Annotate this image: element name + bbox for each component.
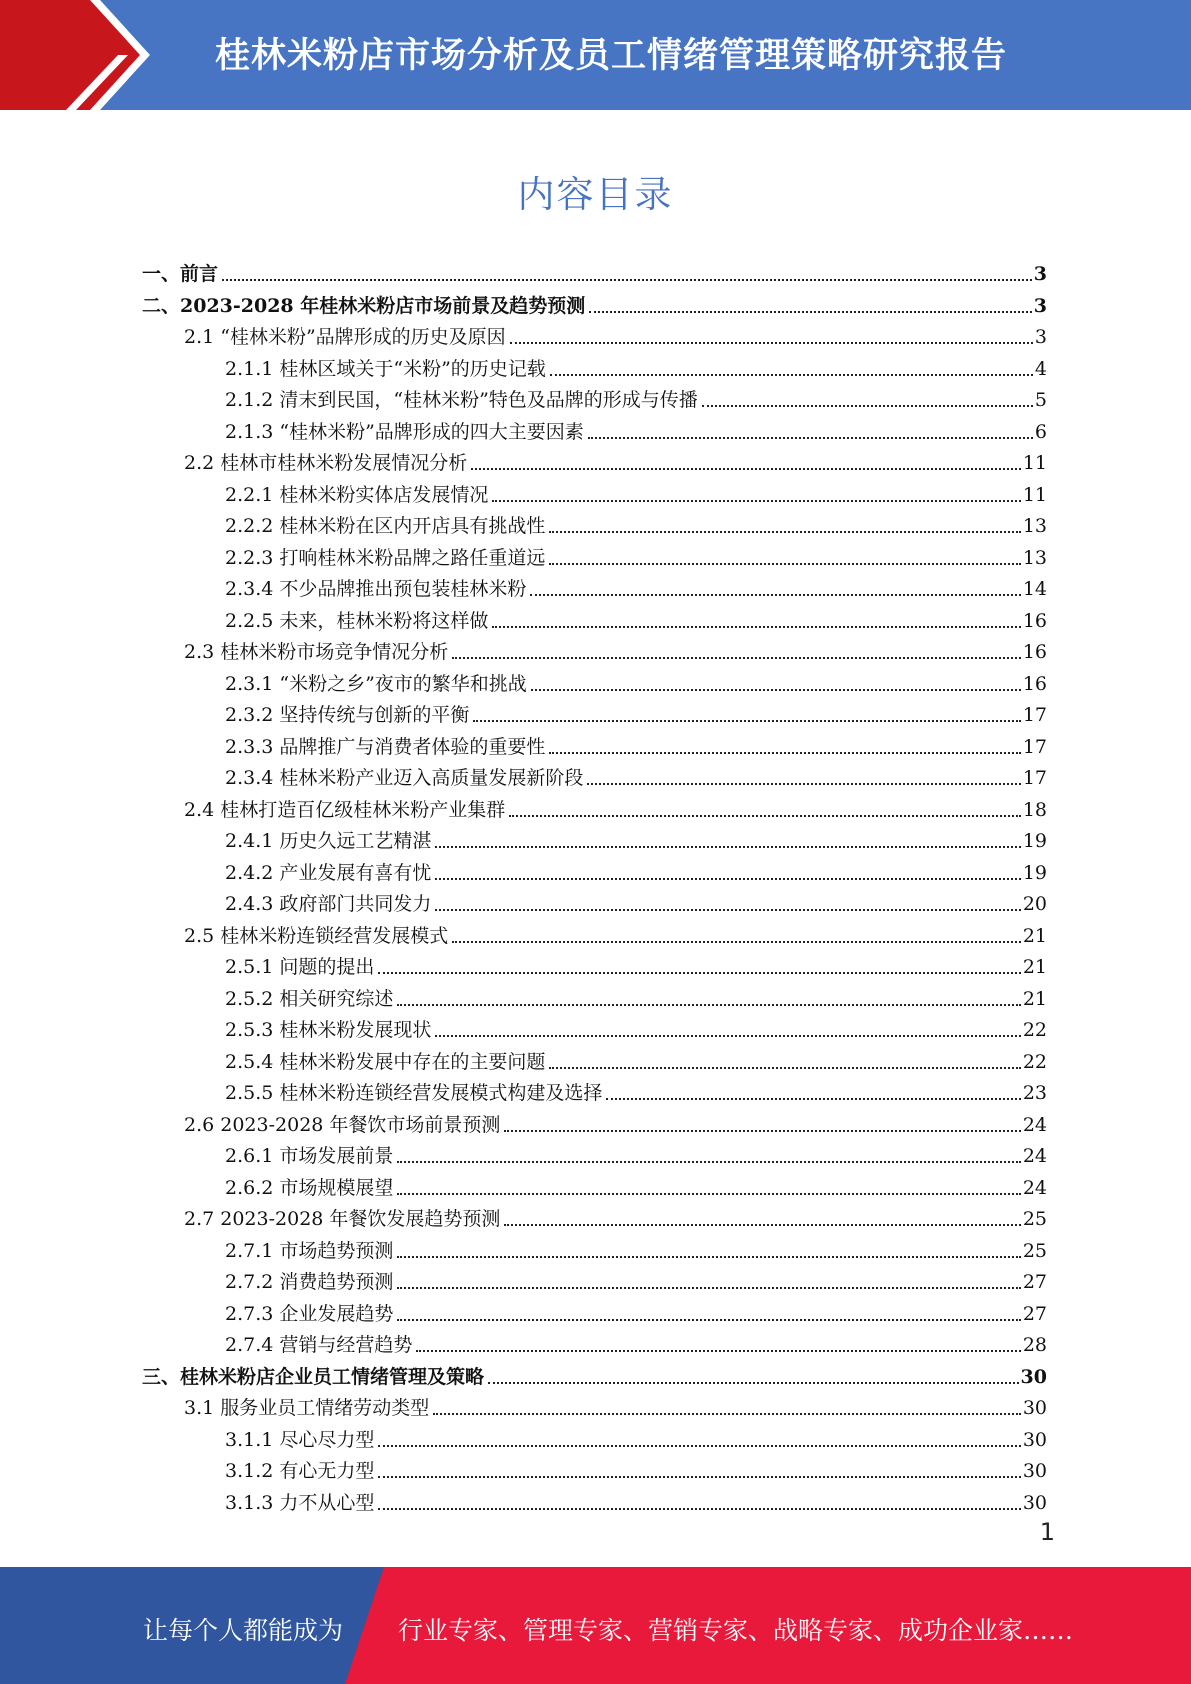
toc-entry[interactable] (225, 1169, 1047, 1200)
toc-entry-label: 3.1.1 尽心尽力型 (225, 1428, 375, 1451)
toc-dot-leader (397, 1161, 1020, 1163)
toc-entry[interactable] (225, 350, 1047, 381)
toc-dot-leader (549, 563, 1020, 565)
toc-entry-page: 20 (1022, 893, 1047, 915)
toc-entry-label: 3.1 服务业员工情绪劳动类型 (184, 1397, 430, 1419)
toc-entry-label: 2.1.2 清末到民国，“桂林米粉”特色及品牌的形成与传播 (225, 389, 698, 411)
toc-entry-label: 2.4 桂林打造百亿级桂林米粉产业集群 (184, 798, 506, 821)
toc-entry-page: 17 (1022, 704, 1047, 726)
toc-dot-leader (549, 1067, 1020, 1069)
toc-entry[interactable] (225, 696, 1047, 727)
toc-dot-leader (588, 437, 1033, 439)
toc-dot-leader (473, 720, 1020, 722)
toc-dot-leader (492, 500, 1020, 502)
toc-entry-page: 21 (1022, 956, 1047, 978)
toc-entry[interactable] (225, 602, 1047, 633)
toc-entry[interactable] (225, 1137, 1047, 1168)
toc-entry-label: 2.4.2 产业发展有喜有忧 (225, 861, 432, 884)
toc-entry-label: 2.2.3 打响桂林米粉品牌之路任重道远 (225, 546, 546, 569)
page-header (0, 0, 1191, 110)
toc-entry-label: 2.3.3 品牌推广与消费者体验的重要性 (225, 735, 546, 758)
toc-entry-label: 二、2023-2028 年桂林米粉店市场前景及趋势预测 (142, 294, 586, 317)
toc-entry-page: 30 (1020, 1365, 1047, 1388)
report-title: 桂林米粉店市场分析及员工情绪管理策略研究报告 (215, 36, 1008, 76)
toc-dot-leader (492, 626, 1020, 628)
toc-entry-label: 2.6.2 市场规模展望 (225, 1176, 394, 1199)
toc-entry[interactable] (184, 633, 1047, 664)
toc-entry-label: 2.3.4 桂林米粉产业迈入高质量发展新阶段 (225, 767, 584, 789)
toc-dot-leader (550, 374, 1033, 376)
toc-entry[interactable] (225, 381, 1047, 412)
toc-entry[interactable] (225, 980, 1047, 1011)
toc-entry[interactable] (225, 1421, 1047, 1452)
toc-entry[interactable] (225, 1043, 1047, 1074)
toc-entry-page: 16 (1022, 609, 1047, 632)
toc-dot-leader (504, 1130, 1020, 1132)
toc-dot-leader (435, 846, 1020, 848)
toc-entry-label: 2.2.1 桂林米粉实体店发展情况 (225, 483, 489, 506)
toc-entry-label: 2.5.5 桂林米粉连锁经营发展模式构建及选择 (225, 1082, 603, 1104)
toc-entry[interactable] (225, 948, 1047, 979)
toc-dot-leader (530, 594, 1020, 596)
toc-entry[interactable] (225, 728, 1047, 759)
toc-entry-label: 2.3.4 不少品牌推出预包装桂林米粉 (225, 578, 527, 600)
toc-entry-page: 22 (1022, 1019, 1047, 1041)
toc-dot-leader (435, 1035, 1020, 1037)
footer-slogan-right: 行业专家、管理专家、营销专家、战略专家、成功企业家…… (398, 1616, 1074, 1645)
toc-entry[interactable] (184, 1106, 1047, 1137)
toc-entry-page: 14 (1022, 578, 1047, 600)
toc-dot-leader (606, 1098, 1020, 1100)
toc-dot-leader (416, 1350, 1020, 1352)
toc-entry[interactable] (225, 570, 1047, 601)
toc-entry-page: 30 (1022, 1491, 1047, 1514)
toc-dot-leader (549, 752, 1020, 754)
toc-dot-leader (452, 657, 1021, 659)
toc-entry-label: 三、桂林米粉店企业员工情绪管理及策略 (142, 1365, 485, 1388)
toc-entry-label: 2.3.1 “米粉之乡”夜市的繁华和挑战 (225, 672, 527, 695)
toc-entry[interactable] (225, 507, 1047, 538)
toc-entry-page: 17 (1022, 735, 1047, 758)
toc-entry-page: 19 (1022, 830, 1047, 852)
toc-entry-page: 11 (1022, 452, 1047, 474)
toc-dot-leader (510, 342, 1033, 344)
toc-entry-page: 27 (1022, 1271, 1047, 1293)
toc-entry[interactable] (225, 885, 1047, 916)
toc-entry-page: 18 (1022, 798, 1047, 821)
toc-entry-page: 3 (1034, 326, 1047, 348)
toc-entry[interactable] (184, 318, 1047, 349)
toc-entry-page: 19 (1022, 861, 1047, 884)
page-number: 1 (1039, 1518, 1055, 1546)
toc-dot-leader (509, 815, 1021, 817)
toc-entry-page: 25 (1022, 1208, 1047, 1230)
header-chevron-decoration (0, 0, 160, 110)
toc-dot-leader (531, 689, 1021, 691)
toc-entry-page: 25 (1022, 1239, 1047, 1262)
toc-entry[interactable] (184, 917, 1047, 948)
toc-entry-label: 2.3 桂林米粉市场竞争情况分析 (184, 641, 449, 663)
toc-entry-label: 2.5.4 桂林米粉发展中存在的主要问题 (225, 1050, 546, 1073)
toc-dot-leader (471, 468, 1021, 470)
toc-entry[interactable] (142, 255, 1047, 286)
toc-entry[interactable] (184, 1200, 1047, 1231)
toc-entry-page: 27 (1022, 1302, 1047, 1325)
toc-entry-page: 30 (1022, 1460, 1047, 1482)
toc-dot-leader (222, 279, 1032, 281)
toc-entry[interactable] (225, 1452, 1047, 1483)
toc-dot-leader (397, 1004, 1020, 1006)
toc-entry-page: 21 (1022, 987, 1047, 1010)
toc-entry-label: 2.7 2023-2028 年餐饮发展趋势预测 (184, 1208, 501, 1230)
toc-entry-page: 4 (1034, 357, 1047, 380)
toc-dot-leader (435, 878, 1020, 880)
toc-entry-label: 2.1.3 “桂林米粉”品牌形成的四大主要因素 (225, 420, 584, 443)
toc-dot-leader (378, 1445, 1020, 1447)
toc-entry[interactable] (184, 444, 1047, 475)
toc-entry-label: 2.2 桂林市桂林米粉发展情况分析 (184, 452, 468, 474)
toc-dot-leader (488, 1382, 1019, 1384)
toc-entry[interactable] (225, 1232, 1047, 1263)
page-footer (0, 1567, 1191, 1684)
toc-dot-leader (702, 405, 1033, 407)
toc-entry-label: 2.4.3 政府部门共同发力 (225, 893, 432, 915)
toc-entry-page: 16 (1022, 672, 1047, 695)
toc-dot-leader (397, 1287, 1020, 1289)
toc-dot-leader (378, 972, 1020, 974)
toc-entry-page: 24 (1022, 1176, 1047, 1199)
footer-slogan-left: 让每个人都能成为 (143, 1616, 344, 1645)
toc-entry-page: 22 (1022, 1050, 1047, 1073)
toc-entry-page: 3 (1033, 263, 1047, 285)
toc-entry[interactable] (225, 539, 1047, 570)
toc-entry-label: 2.5.3 桂林米粉发展现状 (225, 1019, 432, 1041)
toc-dot-leader (397, 1193, 1020, 1195)
toc-entry[interactable] (184, 791, 1047, 822)
toc-entry-page: 11 (1022, 483, 1047, 506)
toc-dot-leader (435, 909, 1020, 911)
toc-entry-page: 30 (1022, 1428, 1047, 1451)
toc-dot-leader (589, 311, 1032, 313)
toc-entry-page: 28 (1022, 1334, 1047, 1356)
toc-entry[interactable] (184, 1389, 1047, 1420)
toc-entry-label: 2.4.1 历史久远工艺精湛 (225, 830, 432, 852)
toc-entry[interactable] (225, 1295, 1047, 1326)
toc-heading: 内容目录 (517, 173, 674, 216)
toc-entry-label: 3.1.3 力不从心型 (225, 1491, 375, 1514)
toc-entry-label: 3.1.2 有心无力型 (225, 1460, 375, 1482)
toc-dot-leader (549, 531, 1020, 533)
toc-entry[interactable] (225, 1263, 1047, 1294)
toc-entry[interactable] (225, 476, 1047, 507)
toc-entry-page: 23 (1022, 1082, 1047, 1104)
toc-entry[interactable] (225, 854, 1047, 885)
toc-entry-page: 3 (1033, 294, 1047, 317)
toc-entry[interactable] (225, 1326, 1047, 1357)
toc-entry-label: 一、前言 (142, 263, 219, 285)
toc-entry[interactable] (225, 822, 1047, 853)
toc-entry[interactable] (142, 1358, 1047, 1389)
toc-entry-label: 2.6.1 市场发展前景 (225, 1145, 394, 1167)
toc-entry-page: 30 (1022, 1397, 1047, 1419)
toc-entry-label: 2.5.1 问题的提出 (225, 956, 375, 978)
toc-entry[interactable] (225, 1011, 1047, 1042)
toc-entry-label: 2.1.1 桂林区域关于“米粉”的历史记载 (225, 357, 546, 380)
toc-entry-label: 2.7.2 消费趋势预测 (225, 1271, 394, 1293)
toc-dot-leader (397, 1319, 1020, 1321)
toc-entry-label: 2.1 “桂林米粉”品牌形成的历史及原因 (184, 326, 506, 348)
toc-dot-leader (378, 1476, 1020, 1478)
toc-entry-page: 17 (1022, 767, 1047, 789)
toc-dot-leader (587, 783, 1020, 785)
toc-entry-page: 24 (1022, 1145, 1047, 1167)
toc-entry-page: 16 (1022, 641, 1047, 663)
toc-entry-label: 2.7.1 市场趋势预测 (225, 1239, 394, 1262)
toc-entry-label: 2.5.2 相关研究综述 (225, 987, 394, 1010)
toc-entry-label: 2.3.2 坚持传统与创新的平衡 (225, 704, 470, 726)
toc-entry-label: 2.2.2 桂林米粉在区内开店具有挑战性 (225, 515, 546, 537)
toc-entry[interactable] (225, 665, 1047, 696)
toc-entry[interactable] (225, 759, 1047, 790)
toc-dot-leader (504, 1224, 1020, 1226)
toc-entry-label: 2.7.4 营销与经营趋势 (225, 1334, 413, 1356)
toc-entry-page: 5 (1034, 389, 1047, 411)
toc-entry[interactable] (225, 413, 1047, 444)
toc-entry-label: 2.7.3 企业发展趋势 (225, 1302, 394, 1325)
toc-entry[interactable] (225, 1484, 1047, 1515)
toc-dot-leader (378, 1508, 1020, 1510)
toc-dot-leader (452, 941, 1021, 943)
toc-dot-leader (397, 1256, 1020, 1258)
toc-entry[interactable] (142, 287, 1047, 318)
toc-entry-label: 2.5 桂林米粉连锁经营发展模式 (184, 924, 449, 947)
toc-entry-page: 13 (1022, 546, 1047, 569)
toc-entry-page: 13 (1022, 515, 1047, 537)
toc-entry[interactable] (225, 1074, 1047, 1105)
toc-entry-page: 21 (1022, 924, 1047, 947)
toc-entry-page: 24 (1022, 1113, 1047, 1136)
toc-dot-leader (433, 1413, 1021, 1415)
toc-entry-page: 6 (1034, 420, 1047, 443)
toc-entry-label: 2.6 2023-2028 年餐饮市场前景预测 (184, 1113, 501, 1136)
toc-entry-label: 2.2.5 未来，桂林米粉将这样做 (225, 609, 489, 632)
